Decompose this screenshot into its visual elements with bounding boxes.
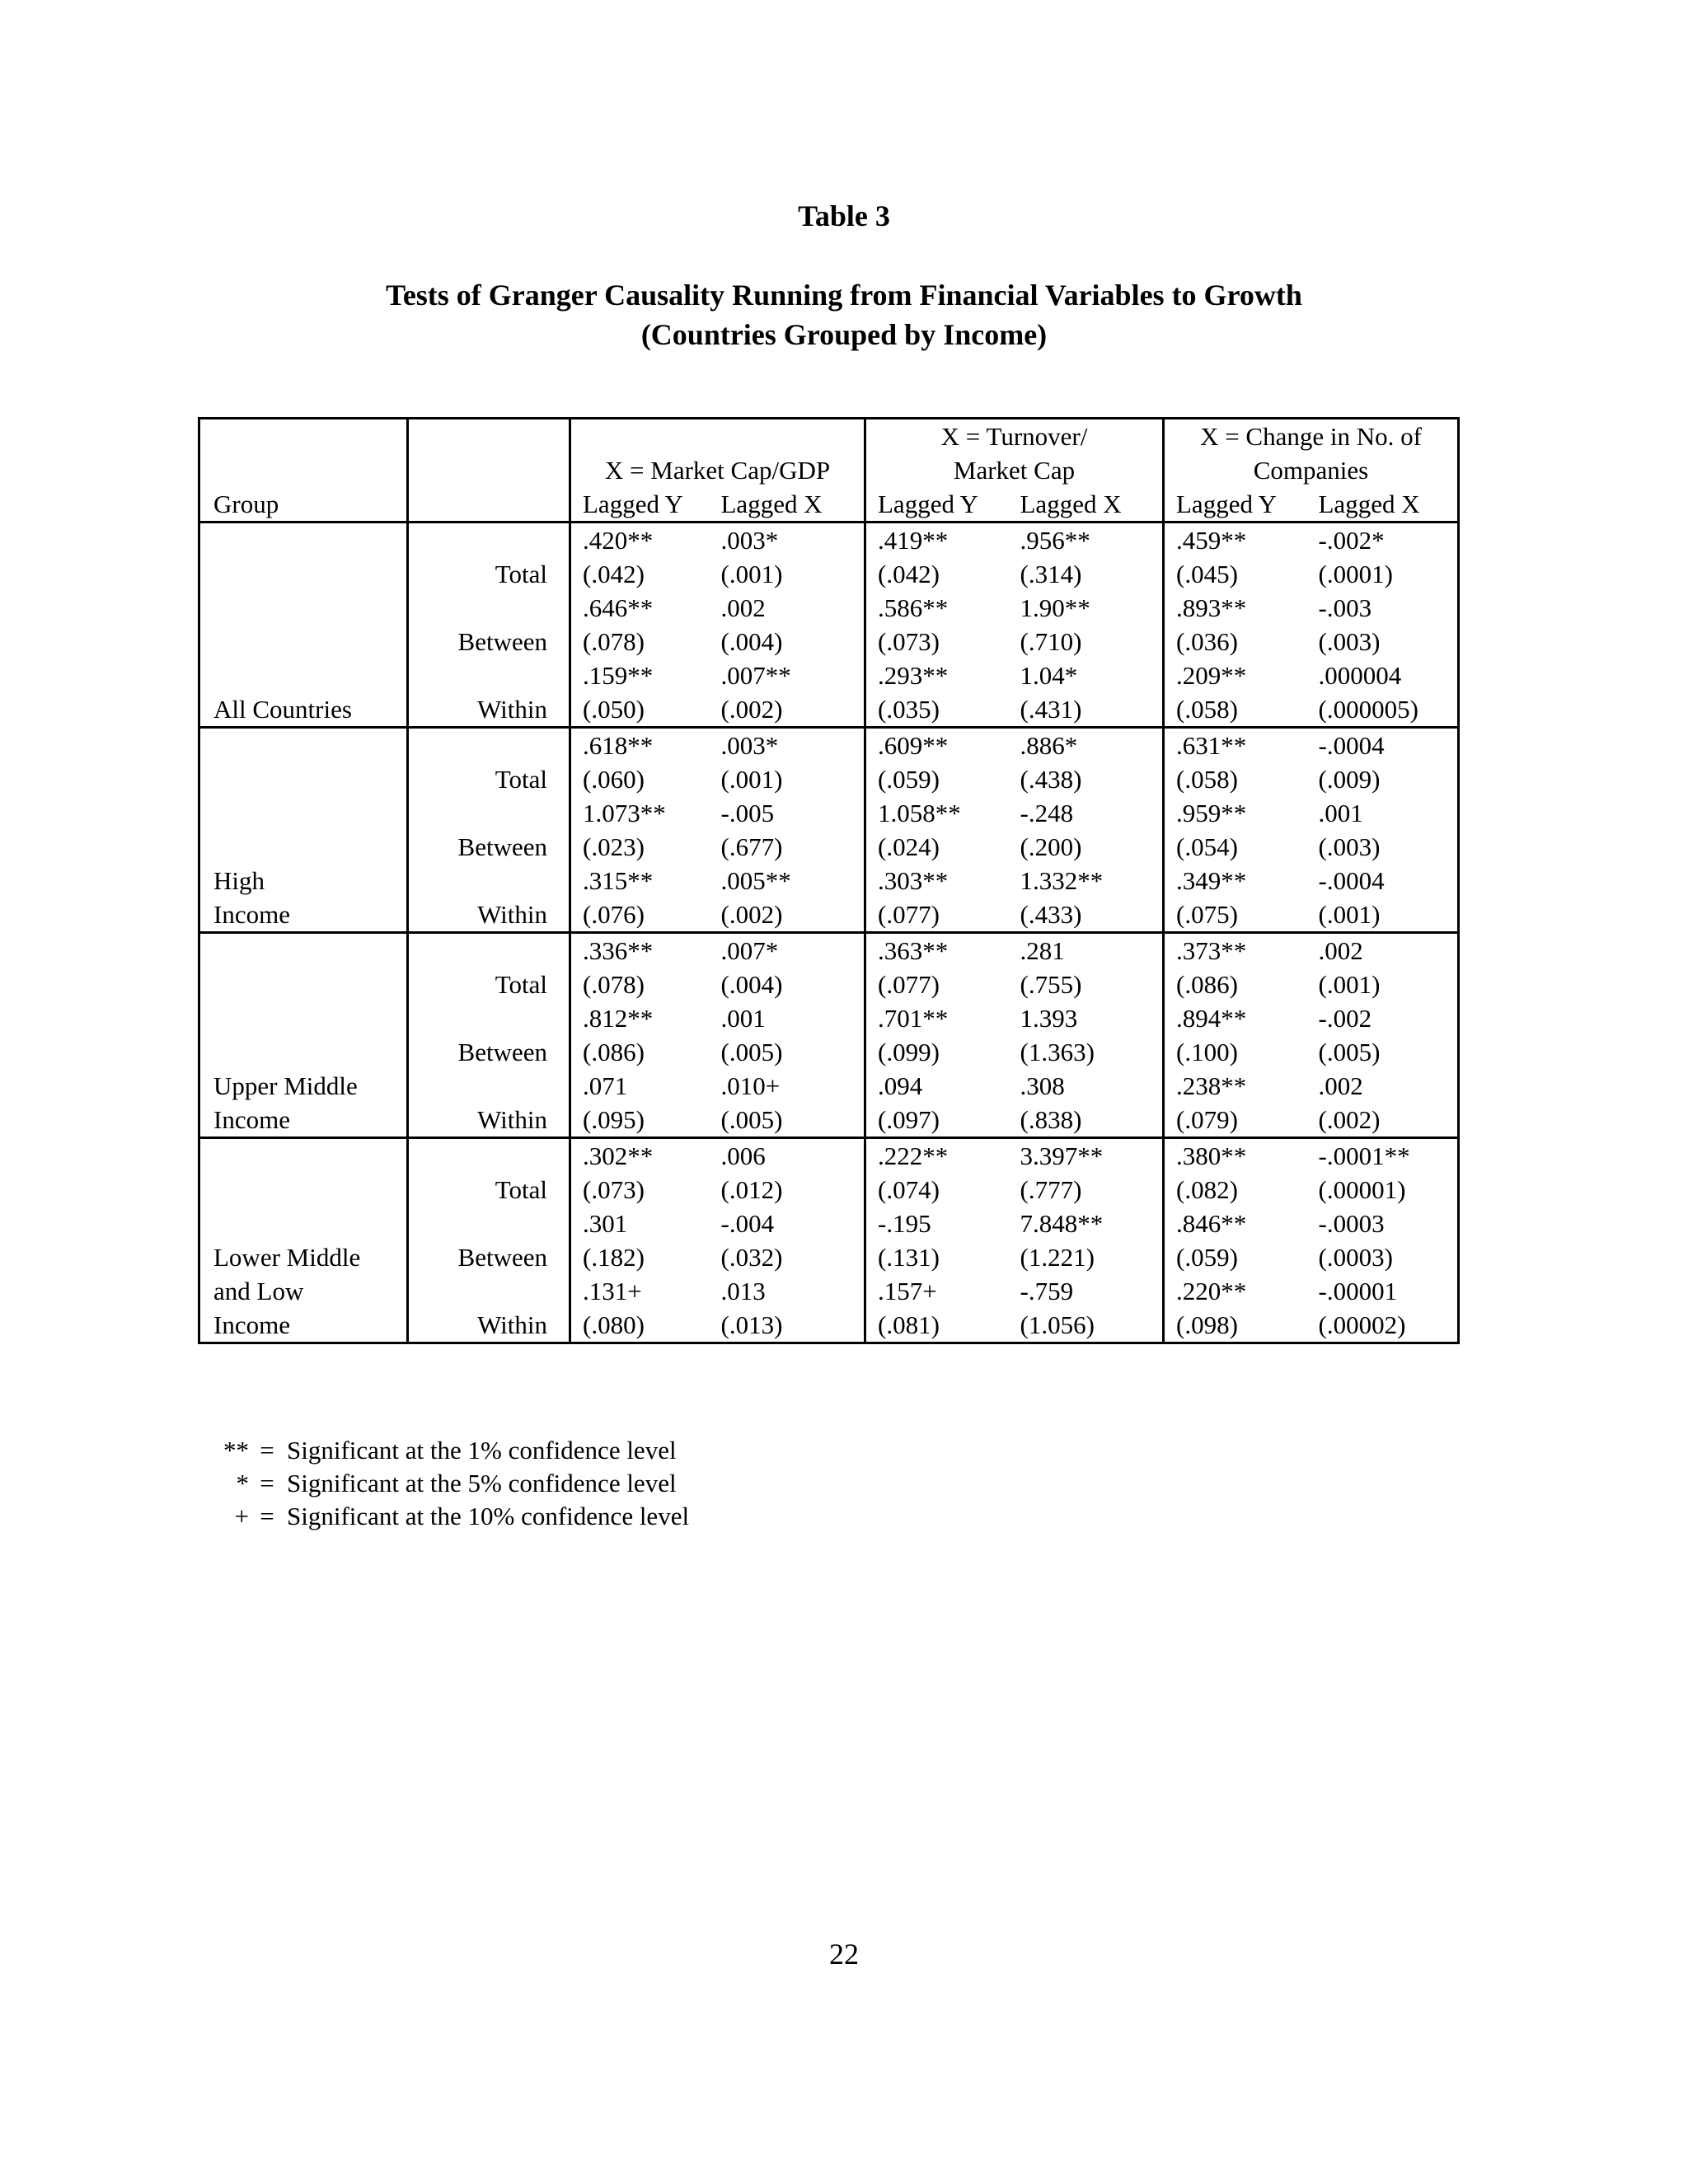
coefficient-cell: .812** <box>570 1001 715 1035</box>
group-name <box>199 830 408 864</box>
group-name <box>199 1138 408 1174</box>
variable-header: Market Cap <box>865 453 1164 487</box>
std-error-cell: (.095) <box>570 1103 715 1138</box>
subsample-label <box>408 1138 570 1174</box>
footnote-text: Significant at the 1% confidence level <box>287 1436 677 1465</box>
coefficient-cell: 1.393 <box>1020 1004 1078 1033</box>
std-error-cell: (.677) <box>720 832 783 861</box>
coefficient-cell: .220** <box>1164 1274 1312 1308</box>
std-error-cell: (.059) <box>1164 1240 1312 1274</box>
group-name: Income <box>199 1308 408 1343</box>
group-header <box>199 419 408 454</box>
table-row <box>199 658 1459 692</box>
table-row <box>199 1173 1459 1207</box>
footnote-text: Significant at the 10% confidence level <box>287 1502 690 1530</box>
std-error-cell: (.777) <box>1020 1175 1082 1204</box>
coefficient-cell: .209** <box>1164 658 1312 692</box>
variable-header <box>570 419 865 454</box>
coefficient-cell: .419** <box>865 523 1014 558</box>
std-error-cell: (.003) <box>1312 625 1459 658</box>
table-row <box>199 523 1459 558</box>
coefficient-cell: 3.397** <box>1020 1141 1104 1170</box>
std-error-cell: (1.056) <box>1014 1308 1164 1343</box>
subsample-label <box>408 591 570 625</box>
coefficient-cell: -.248 <box>1020 799 1074 827</box>
coefficient-cell: .646** <box>570 591 715 625</box>
std-error-cell: (.042) <box>865 557 1014 591</box>
std-error-cell: (.082) <box>1164 1173 1312 1207</box>
group-name <box>199 728 408 763</box>
subsample-label: Between <box>408 1035 570 1069</box>
group-name <box>199 933 408 968</box>
coefficient-cell: .002 <box>1312 933 1459 968</box>
std-error-cell: (.078) <box>570 968 715 1001</box>
coefficient-cell: .893** <box>1164 591 1312 625</box>
std-error-cell: (.002) <box>715 692 865 728</box>
std-error-cell: (.045) <box>1164 557 1312 591</box>
coefficient-cell: .301 <box>570 1207 715 1240</box>
coefficient-cell: .002 <box>1312 1069 1459 1103</box>
coefficient-cell: 1.90** <box>1020 593 1090 622</box>
coefficient-cell: .618** <box>570 728 715 763</box>
coefficient-cell: .373** <box>1164 933 1312 968</box>
std-error-cell: (.001) <box>720 560 783 588</box>
std-error-cell: (.005) <box>715 1103 865 1138</box>
group-name <box>199 658 408 692</box>
table-row <box>199 692 1459 728</box>
coefficient-cell: .886* <box>1020 731 1078 760</box>
coefficient-cell: 1.073** <box>570 796 715 830</box>
coefficient-cell: .302** <box>570 1138 715 1174</box>
table-title: Table 3 <box>798 199 890 232</box>
table-row <box>199 1103 1459 1138</box>
coefficient-cell: .349** <box>1164 864 1312 898</box>
subsample-label <box>408 1069 570 1103</box>
subtitle-line: Tests of Granger Causality Running from Financial Variables to Growth <box>386 279 1302 312</box>
std-error-cell: (.074) <box>865 1173 1014 1207</box>
coefficient-cell: .007** <box>720 661 791 690</box>
std-error-cell: (.073) <box>865 625 1014 658</box>
group-name <box>199 1035 408 1069</box>
std-error-cell: (1.221) <box>1020 1243 1095 1272</box>
std-error-cell: (.058) <box>1164 762 1312 796</box>
std-error-cell: (.314) <box>1020 560 1082 588</box>
coefficient-cell: .459** <box>1164 523 1312 558</box>
lagged-x-header: Lagged X <box>1312 487 1459 523</box>
coefficient-cell: .586** <box>865 591 1014 625</box>
std-error-cell: (.035) <box>865 692 1014 728</box>
subsample-label: Between <box>408 830 570 864</box>
std-error-cell: (.00002) <box>1312 1308 1459 1343</box>
std-error-cell: (.086) <box>1164 968 1312 1001</box>
subsample-header <box>408 419 570 454</box>
group-name <box>199 796 408 830</box>
coefficient-cell: -.195 <box>865 1207 1014 1240</box>
group-name <box>199 1173 408 1207</box>
coefficient-cell: .303** <box>865 864 1014 898</box>
std-error-cell: (.076) <box>570 898 715 933</box>
significance-legend <box>198 1434 689 1533</box>
coefficient-cell: -.003 <box>1312 591 1459 625</box>
coefficient-cell: .094 <box>865 1069 1014 1103</box>
std-error-cell: (.838) <box>1014 1103 1164 1138</box>
std-error-cell: (.050) <box>570 692 715 728</box>
subsample-label <box>408 933 570 968</box>
std-error-cell: (.077) <box>865 898 1014 933</box>
group-name <box>199 762 408 796</box>
coefficient-cell: 1.04* <box>1020 661 1078 690</box>
std-error-cell: (.012) <box>720 1175 783 1204</box>
table-row <box>199 1274 1459 1308</box>
footnote-text: Significant at the 5% confidence level <box>287 1469 677 1497</box>
footnote-equals: = <box>260 1502 274 1530</box>
subsample-label <box>408 523 570 558</box>
variable-header: X = Market Cap/GDP <box>570 453 865 487</box>
coefficient-cell: -.0004 <box>1312 864 1459 898</box>
subsample-label: Between <box>408 1240 570 1274</box>
coefficient-cell: .071 <box>570 1069 715 1103</box>
coefficient-cell: -.00001 <box>1312 1274 1459 1308</box>
table-row <box>199 557 1459 591</box>
coefficient-cell: -.004 <box>720 1209 775 1238</box>
table-row <box>199 830 1459 864</box>
group-name <box>199 591 408 625</box>
coefficient-cell: .293** <box>865 658 1014 692</box>
table-row <box>199 728 1459 763</box>
std-error-cell: (.009) <box>1312 762 1459 796</box>
table-row <box>199 796 1459 830</box>
std-error-cell: (.024) <box>865 830 1014 864</box>
subsample-header <box>408 487 570 523</box>
coefficient-cell: .315** <box>570 864 715 898</box>
footnote-equals: = <box>260 1469 274 1497</box>
coefficient-cell: .609** <box>865 728 1014 763</box>
variable-header: X = Change in No. of <box>1164 419 1459 454</box>
subsample-label: Total <box>408 1173 570 1207</box>
table-subtitle <box>0 275 1688 354</box>
coefficient-cell: .001 <box>720 1004 766 1033</box>
subtitle-line: (Countries Grouped by Income) <box>640 318 1048 351</box>
coefficient-cell: .631** <box>1164 728 1312 763</box>
footnote-symbol: ** <box>223 1436 249 1465</box>
group-name: High <box>199 864 408 898</box>
std-error-cell: (.005) <box>1312 1035 1459 1069</box>
subsample-label: Total <box>408 762 570 796</box>
std-error-cell: (.200) <box>1020 832 1082 861</box>
std-error-cell: (.097) <box>865 1103 1014 1138</box>
subsample-label: Within <box>408 692 570 728</box>
group-name: Income <box>199 1103 408 1138</box>
subsample-label <box>408 1001 570 1035</box>
subsample-label: Between <box>408 625 570 658</box>
group-name <box>199 625 408 658</box>
table-row <box>199 933 1459 968</box>
subsample-label: Total <box>408 557 570 591</box>
footnote-row <box>198 1434 689 1467</box>
table-row <box>199 1207 1459 1240</box>
group-name <box>199 557 408 591</box>
coefficient-cell: -.002* <box>1312 523 1459 558</box>
coefficient-cell: .002 <box>720 593 766 622</box>
table-row <box>199 1308 1459 1343</box>
group-name: Lower Middle <box>199 1240 408 1274</box>
coefficient-cell: .006 <box>720 1141 766 1170</box>
subsample-label: Within <box>408 1103 570 1138</box>
coefficient-cell: .001 <box>1312 796 1459 830</box>
std-error-cell: (.755) <box>1020 970 1082 999</box>
coefficient-cell: .159** <box>570 658 715 692</box>
std-error-cell: (.004) <box>720 970 783 999</box>
table-row <box>199 591 1459 625</box>
std-error-cell: (.00001) <box>1312 1173 1459 1207</box>
std-error-cell: (.002) <box>1312 1103 1459 1138</box>
coefficient-cell: .010+ <box>720 1071 781 1100</box>
std-error-cell: (.073) <box>570 1173 715 1207</box>
std-error-cell: (.001) <box>720 765 783 794</box>
coefficient-cell: .959** <box>1164 796 1312 830</box>
std-error-cell: (.060) <box>570 762 715 796</box>
std-error-cell: (.036) <box>1164 625 1312 658</box>
std-error-cell: (.032) <box>720 1243 783 1272</box>
coefficient-cell: .894** <box>1164 1001 1312 1035</box>
std-error-cell: (.058) <box>1164 692 1312 728</box>
coefficient-cell: .005** <box>720 866 791 895</box>
coefficient-cell: .003* <box>720 526 779 555</box>
page-number: 22 <box>829 1938 859 1971</box>
std-error-cell: (.086) <box>570 1035 715 1069</box>
group-header <box>199 453 408 487</box>
lagged-y-header: Lagged Y <box>1164 487 1312 523</box>
header-row <box>199 419 1459 454</box>
subsample-label <box>408 1274 570 1308</box>
group-name <box>199 523 408 558</box>
table-row <box>199 968 1459 1001</box>
coefficient-cell: .701** <box>865 1001 1014 1035</box>
group-name <box>199 968 408 1001</box>
std-error-cell: (.098) <box>1164 1308 1312 1343</box>
std-error-cell: (.059) <box>865 762 1014 796</box>
coefficient-cell: .238** <box>1164 1069 1312 1103</box>
footnote-symbol: + <box>234 1502 249 1530</box>
coefficient-cell: .846** <box>1164 1207 1312 1240</box>
coefficient-cell: 1.058** <box>865 796 1014 830</box>
coefficient-cell: -.0001** <box>1312 1138 1459 1174</box>
coefficient-cell: .336** <box>570 933 715 968</box>
subsample-label <box>408 796 570 830</box>
std-error-cell: (.001) <box>1312 968 1459 1001</box>
std-error-cell: (.0001) <box>1312 557 1459 591</box>
std-error-cell: (.042) <box>570 557 715 591</box>
table-row <box>199 898 1459 933</box>
footnote-equals: = <box>260 1436 274 1465</box>
variable-header: X = Turnover/ <box>865 419 1164 454</box>
std-error-cell: (.131) <box>865 1240 1014 1274</box>
coefficient-cell: .000004 <box>1312 658 1459 692</box>
table-body <box>199 419 1459 1343</box>
table-row <box>199 1138 1459 1174</box>
subsample-label <box>408 864 570 898</box>
std-error-cell: (.099) <box>865 1035 1014 1069</box>
std-error-cell: (.023) <box>570 830 715 864</box>
table-row <box>199 1069 1459 1103</box>
subsample-label <box>408 1207 570 1240</box>
coefficient-cell: -.0004 <box>1312 728 1459 763</box>
header-row <box>199 453 1459 487</box>
std-error-cell: (.005) <box>720 1038 783 1066</box>
coefficient-cell: -.005 <box>720 799 775 827</box>
std-error-cell: (.182) <box>570 1240 715 1274</box>
std-error-cell: (.080) <box>570 1308 715 1343</box>
lagged-x-header: Lagged X <box>1014 487 1164 523</box>
subsample-label <box>408 658 570 692</box>
coefficient-cell: .222** <box>865 1138 1014 1174</box>
coefficient-cell: 7.848** <box>1020 1209 1104 1238</box>
std-error-cell: (.438) <box>1020 765 1082 794</box>
std-error-cell: (.077) <box>865 968 1014 1001</box>
coefficient-cell: -.759 <box>1020 1277 1074 1305</box>
std-error-cell: (.003) <box>1312 830 1459 864</box>
subsample-label: Within <box>408 898 570 933</box>
std-error-cell: (.0003) <box>1312 1240 1459 1274</box>
subsample-label <box>408 728 570 763</box>
group-name: Upper Middle <box>199 1069 408 1103</box>
table-row <box>199 1240 1459 1274</box>
std-error-cell: (.013) <box>715 1308 865 1343</box>
table-row <box>199 1001 1459 1035</box>
std-error-cell: (.075) <box>1164 898 1312 933</box>
subsample-label: Within <box>408 1308 570 1343</box>
coefficient-cell: .956** <box>1020 526 1090 555</box>
std-error-cell: (.433) <box>1014 898 1164 933</box>
table-row <box>199 625 1459 658</box>
coefficient-cell: -.002 <box>1312 1001 1459 1035</box>
coefficient-cell: .281 <box>1020 936 1065 965</box>
std-error-cell: (.001) <box>1312 898 1459 933</box>
lagged-y-header: Lagged Y <box>865 487 1014 523</box>
variable-header: Companies <box>1164 453 1459 487</box>
std-error-cell: (1.363) <box>1020 1038 1095 1066</box>
table-row <box>199 1035 1459 1069</box>
coefficient-cell: 1.332** <box>1020 866 1104 895</box>
std-error-cell: (.054) <box>1164 830 1312 864</box>
coefficient-cell: .308 <box>1020 1071 1065 1100</box>
std-error-cell: (.431) <box>1014 692 1164 728</box>
std-error-cell: (.000005) <box>1312 692 1459 728</box>
std-error-cell: (.100) <box>1164 1035 1312 1069</box>
std-error-cell: (.004) <box>720 627 783 656</box>
coefficient-cell: .007* <box>720 936 779 965</box>
group-name: Income <box>199 898 408 933</box>
table-row <box>199 762 1459 796</box>
std-error-cell: (.078) <box>570 625 715 658</box>
footnote-row <box>198 1500 689 1533</box>
lagged-y-header: Lagged Y <box>570 487 715 523</box>
table-row <box>199 864 1459 898</box>
std-error-cell: (.710) <box>1020 627 1082 656</box>
std-error-cell: (.002) <box>715 898 865 933</box>
coefficient-cell: .380** <box>1164 1138 1312 1174</box>
coefficient-cell: .420** <box>570 523 715 558</box>
subsample-label: Total <box>408 968 570 1001</box>
group-header: Group <box>199 487 408 523</box>
coefficient-cell: .013 <box>720 1277 766 1305</box>
std-error-cell: (.079) <box>1164 1103 1312 1138</box>
coefficient-cell: .363** <box>865 933 1014 968</box>
coefficient-cell: .003* <box>720 731 779 760</box>
footnote-row <box>198 1467 689 1500</box>
group-name: All Countries <box>199 692 408 728</box>
std-error-cell: (.081) <box>865 1308 1014 1343</box>
coefficient-cell: .131+ <box>570 1274 715 1308</box>
coefficient-cell: -.0003 <box>1312 1207 1459 1240</box>
coefficient-cell: .157+ <box>865 1274 1014 1308</box>
lagged-x-header: Lagged X <box>715 487 865 523</box>
group-name <box>199 1001 408 1035</box>
group-name <box>199 1207 408 1240</box>
header-row <box>199 487 1459 523</box>
footnote-symbol: * <box>236 1469 249 1497</box>
subsample-header <box>408 453 570 487</box>
granger-causality-table <box>198 417 1460 1344</box>
group-name: and Low <box>199 1274 408 1308</box>
